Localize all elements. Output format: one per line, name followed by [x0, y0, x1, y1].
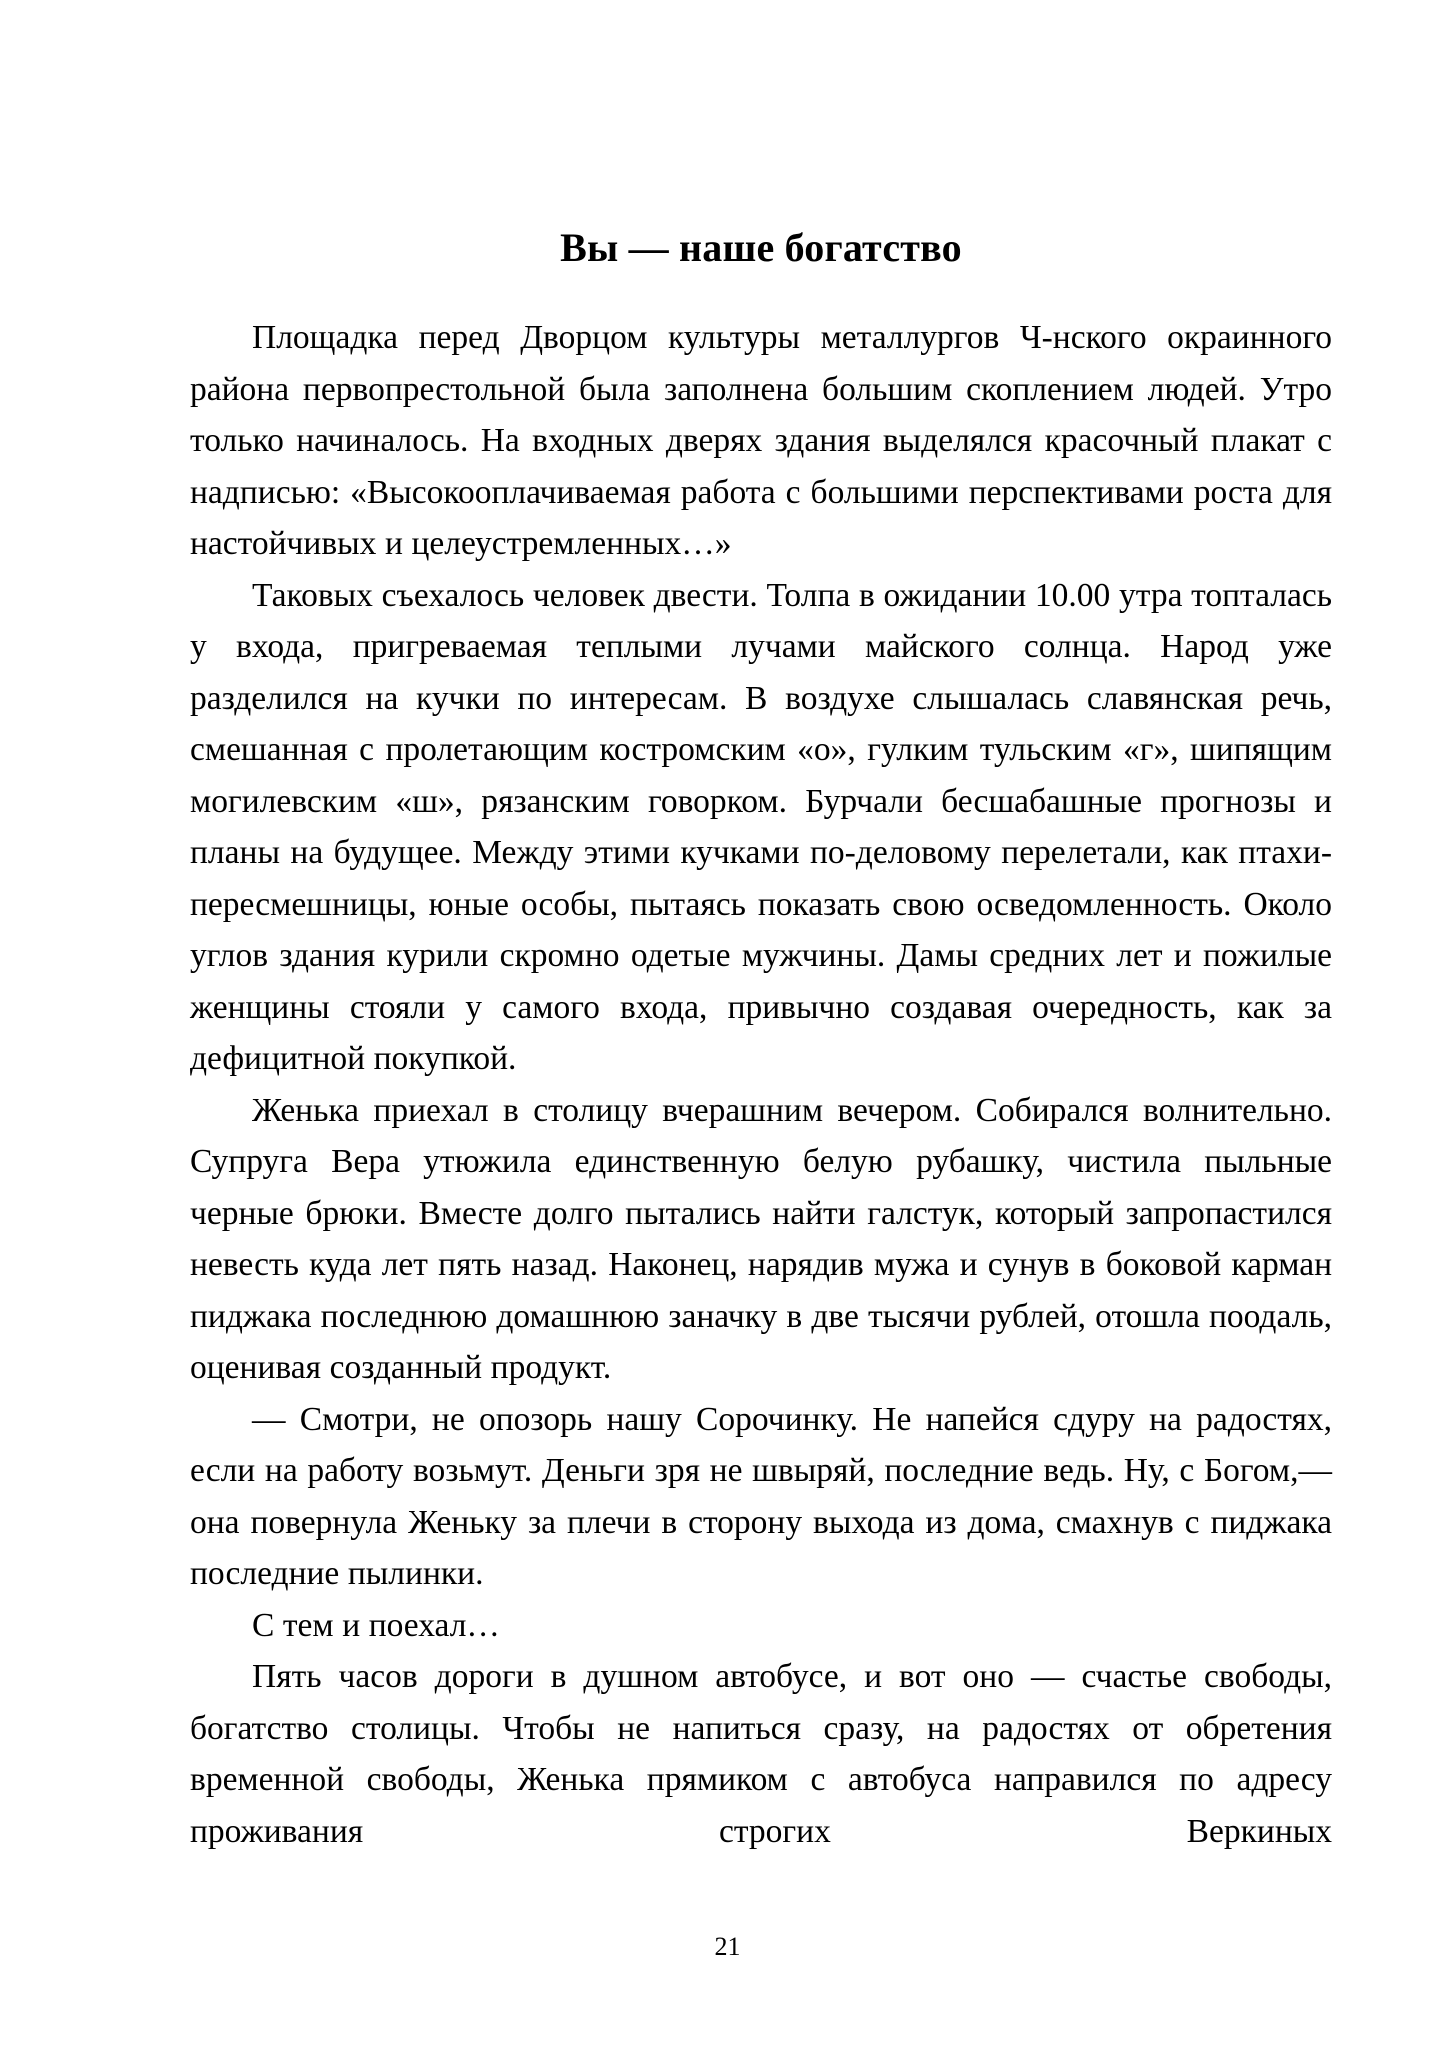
paragraph-dialogue: — Смотри, не опозорь нашу Сорочинку. Не напейся сдуру на радостях, если на работу возьмут. Деньги зря не швыряй, последние ведь. Ну, с Богом,— она повернула Женьку за плечи в сторону выхода из дома, смахнув с пиджака последние пылинки. — [190, 1400, 1332, 1592]
page-title: Вы — наше богатство — [560, 225, 962, 270]
paragraph: Таковых съехалось человек двести. Толпа в ожидании 10.00 утра топталась у входа, пригреваемая теплыми лучами майского солнца. Народ уже разделился на кучки по интересам. В воздухе слышалась славянская речь, смешанная с пролетающим костромским «о», гулким тульским «г», шипящим могилевским «ш», рязанским говорком. Бурчали бесшабашные прогнозы и планы на будущее. Между этими кучками по-деловому перелетали, как птахи-пересмешницы, юные особы, пытаясь показать свою осведомленность. Около углов здания курили скромно одетые мужчины. Дамы средних лет и пожилые женщины стояли у самого входа, привычно создавая очередность, как за дефицитной покупкой. — [190, 576, 1332, 1077]
paragraph: Женька приехал в столицу вчерашним вечером. Собирался волнительно. Супруга Вера утюжила единственную белую рубашку, чистила пыльные черные брюки. Вместе долго пытались найти галстук, который запропастился невесть куда лет пять назад. Наконец, нарядив мужа и сунув в боковой карман пиджака последнюю домашнюю заначку в две тысячи рублей, отошла поодаль, оценивая созданный продукт. — [190, 1091, 1332, 1386]
text-column — [190, 0, 1332, 1857]
paragraph: Площадка перед Дворцом культуры металлургов Ч-нского окраинного района первопрестольной была заполнена большим скоплением людей. Утро только начиналось. На входных дверях здания выделялся красочный плакат с надписью: «Высокооплачиваемая работа с большими перспективами роста для настойчивых и целеустремленных…» — [190, 319, 1332, 562]
paragraph: Пять часов дороги в душном автобусе, и вот оно — счастье свободы, богатство столицы. Чтобы не напиться сразу, на радостях от обретения временной свободы, Женька прямиком с автобуса направился по адресу проживания строгих Веркиных — [190, 1658, 1332, 1850]
page-number: 21 — [714, 1932, 741, 1961]
paragraph-short: С тем и поехал… — [252, 1606, 500, 1644]
body-text — [190, 312, 1332, 1857]
